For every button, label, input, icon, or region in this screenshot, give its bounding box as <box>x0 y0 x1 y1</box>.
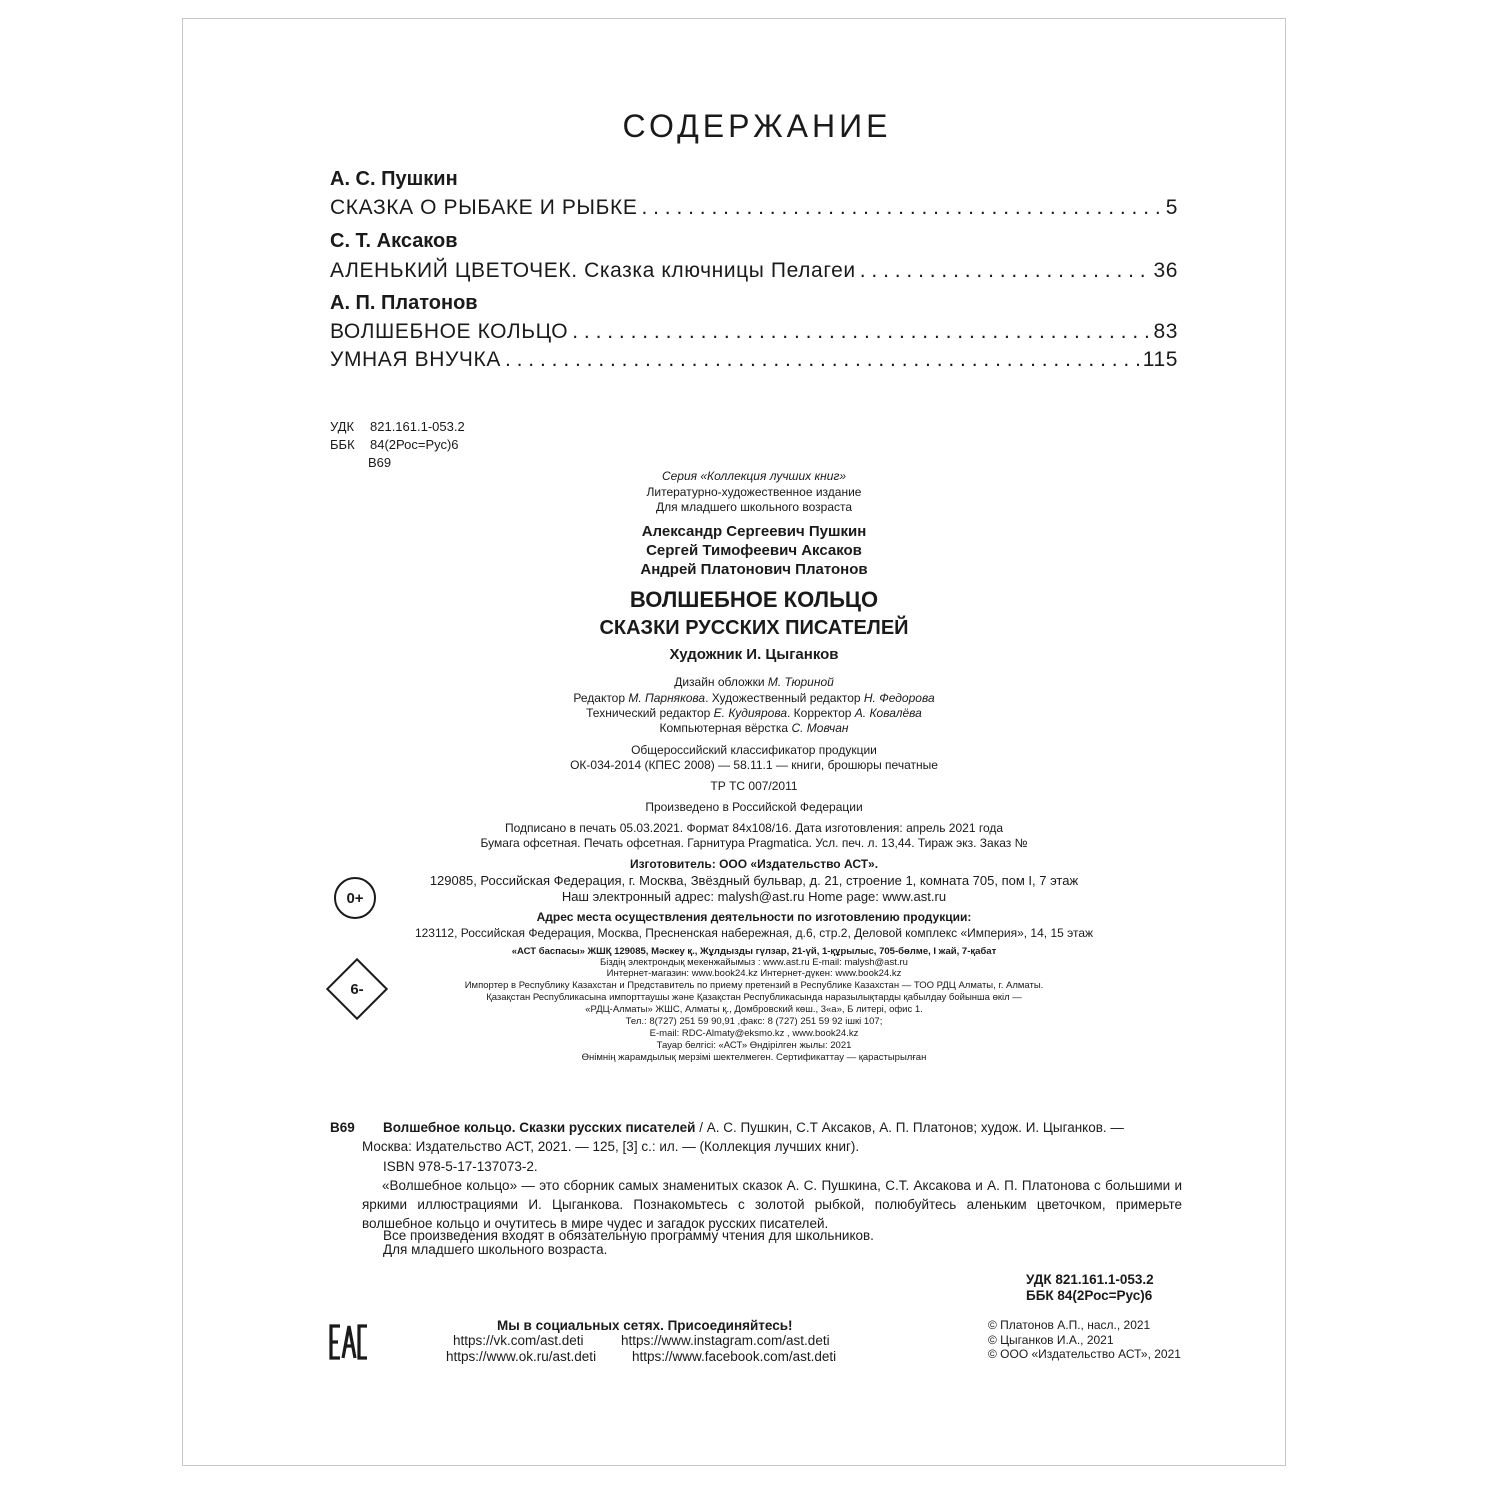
classification-top <box>330 418 465 472</box>
toc-entry[interactable] <box>330 320 1178 344</box>
annotation-text: Все произведения входят в обязательную программу чтения для школьников. <box>383 1228 874 1243</box>
author-code: В69 <box>368 455 392 470</box>
age-rating-label: 6- <box>350 980 364 998</box>
author-name: Александр Сергеевич Пушкин <box>641 523 867 540</box>
kz-line: Біздің электрондық мекенжайымыз : www.ast.ru E-mail: malysh@ast.ru <box>600 957 908 968</box>
toc-entry-page: 5 <box>1165 196 1178 219</box>
produced-line: Произведено в Российской Федерации <box>645 800 863 814</box>
toc-entry-title: СКАЗКА О РЫБАКЕ И РЫБКЕ <box>330 196 638 219</box>
kz-line: Өнімнің жарамдылық мерзімі шектелмеген. Сертификаттау — қарастырылған <box>581 1052 927 1063</box>
eac-mark-icon <box>328 1322 370 1362</box>
toc-entry-title: УМНАЯ ВНУЧКА <box>330 348 501 371</box>
annotation-text: Для младшего школьного возраста. <box>383 1242 608 1257</box>
copyright-line: © Платонов А.П., насл., 2021 <box>988 1318 1151 1332</box>
classifier-line: ОК-034-2014 (КПЕС 2008) — 58.11.1 — книги, брошюры печатные <box>570 758 938 772</box>
credit-line: Дизайн обложки М. Тюриной <box>674 675 834 689</box>
kz-line: E-mail: RDC-Almaty@eksmo.kz , www.book24.kz <box>649 1028 859 1039</box>
tr-ts-line: ТР ТС 007/2011 <box>710 779 798 793</box>
activity-title: Адрес места осуществления деятельности по изготовлению продукции: <box>536 910 972 924</box>
social-link-instagram[interactable]: https://www.instagram.com/ast.deti <box>621 1333 830 1348</box>
address-line: 129085, Российская Федерация, г. Москва, Звёздный бульвар, д. 21, строение 1, комната 705, пом I, 7 этаж <box>429 873 1079 888</box>
isbn-line: ISBN 978-5-17-137073-2. <box>383 1159 538 1174</box>
signed-line: Подписано в печать 05.03.2021. Формат 84x108/16. Дата изготовления: апрель 2021 года <box>504 821 1004 835</box>
copyright-line: © Цыганков И.А., 2021 <box>988 1333 1114 1347</box>
toc-entry[interactable] <box>330 348 1178 372</box>
social-title: Мы в социальных сетях. Присоединяйтесь! <box>497 1318 793 1333</box>
activity-address: 123112, Российская Федерация, Москва, Пресненская набережная, д.6, стр.2, Деловой комплекс «Империя», 14, 15 этаж <box>414 926 1094 940</box>
toc-leader-dots <box>572 320 1149 344</box>
copyright-line: © ООО «Издательство АСТ», 2021 <box>988 1347 1181 1361</box>
book-title: ВОЛШЕБНОЕ КОЛЬЦО <box>629 587 879 612</box>
catalog-code: В69 <box>330 1120 355 1135</box>
toc-entry-title: АЛЕНЬКИЙ ЦВЕТОЧЕК. Сказка ключницы Пелагеи <box>330 259 856 282</box>
toc-entry[interactable] <box>330 196 1178 220</box>
bbk-value: 84(2Рос=Рус)6 <box>370 437 459 452</box>
udk-bottom: УДК 821.161.1-053.2 <box>1026 1272 1154 1287</box>
kz-line: Интернет-магазин: www.book24.kz Интернет-дүкен: www.book24.kz <box>606 968 902 979</box>
kz-line: «АСТ баспасы» ЖШҚ 129085, Мәскеу қ., Жұлдызды гүлзар, 21-үй, 1-құрылыс, 705-бөлме, I жай, 7-қабат <box>511 946 997 957</box>
paper-line: Бумага офсетная. Печать офсетная. Гарнитура Pragmatica. Усл. печ. л. 13,44. Тираж экз. Заказ № <box>480 836 1028 850</box>
annotation-text: «Волшебное кольцо» — это сборник самых знаменитых сказок А. С. Пушкина, С.Т. Аксакова и А. П. Платонова с большими и яркими иллюстрациями И. Цыганкова. Познакомьтесь с золотой рыбкой, полюбуйтесь аленьким цветочком, примерьте волшебное кольцо и очутитесь в мире чудес и загадок русских писателей. <box>362 1178 1182 1231</box>
manufacturer-line: Изготовитель: ООО «Издательство АСТ». <box>629 857 879 871</box>
credit-line: Технический редактор Е. Кудиярова. Корректор А. Ковалёва <box>586 706 922 720</box>
social-link-facebook[interactable]: https://www.facebook.com/ast.deti <box>632 1349 837 1364</box>
toc-entry-title: ВОЛШЕБНОЕ КОЛЬЦО <box>330 320 569 343</box>
social-link-vk[interactable]: https://vk.com/ast.deti <box>453 1333 584 1348</box>
catalog-title: Волшебное кольцо. Сказки русских писателей <box>383 1120 696 1135</box>
age-rating-badge: 0+ <box>334 877 376 919</box>
toc-leader-dots <box>505 348 1139 372</box>
social-link-ok[interactable]: https://www.ok.ru/ast.deti <box>446 1349 597 1364</box>
author-name: Андрей Платонович Платонов <box>640 561 868 578</box>
toc-author: А. С. Пушкин <box>330 168 458 190</box>
book-subtitle: СКАЗКИ РУССКИХ ПИСАТЕЛЕЙ <box>599 617 909 639</box>
toc-title: СОДЕРЖАНИЕ <box>622 108 892 144</box>
classifier-line: Общероссийский классификатор продукции <box>631 743 877 757</box>
web-line: Наш электронный адрес: malysh@ast.ru Home page: www.ast.ru <box>561 889 947 904</box>
svg-text:EAC: EAC <box>328 1322 331 1323</box>
udk-value: 821.161.1-053.2 <box>370 419 465 434</box>
toc-leader-dots <box>860 259 1150 283</box>
credit-line: Редактор М. Парнякова. Художественный редактор Н. Федорова <box>573 691 935 705</box>
kz-line: Импортер в Республику Казахстан и Представитель по приему претензий в Республике Казахстан — ТОО РДЦ Алматы, г. Алматы. <box>464 980 1044 991</box>
bbk-label: ББК <box>330 437 355 452</box>
illustrator-line: Художник И. Цыганков <box>669 646 839 663</box>
catalog-title-rest: / А. С. Пушкин, С.Т Аксаков, А. П. Платонов; худож. И. Цыганков. — <box>695 1120 1124 1135</box>
genre-line: Литературно-художественное издание <box>646 485 862 499</box>
kz-line: Қазақстан Республикасына импорттаушы және Қазақстан Республикасында наразылықтарды қабылдау бойынша өкіл — <box>486 992 1022 1003</box>
toc-entry-page: 83 <box>1153 320 1178 343</box>
kz-line: «РДЦ-Алматы» ЖШС, Алматы қ., Домбровский көш., 3«а», Б литері, офис 1. <box>585 1004 923 1015</box>
bbk-bottom: ББК 84(2Рос=Рус)6 <box>1026 1288 1153 1303</box>
toc-author: А. П. Платонов <box>330 292 478 314</box>
credit-line: Компьютерная вёрстка С. Мовчан <box>659 721 849 735</box>
author-name: Сергей Тимофеевич Аксаков <box>646 542 862 559</box>
toc-author: С. Т. Аксаков <box>330 230 458 252</box>
series-line: Серия «Коллекция лучших книг» <box>661 469 847 483</box>
toc-entry-page: 115 <box>1142 348 1178 371</box>
audience-line: Для младшего школьного возраста <box>655 500 853 514</box>
udk-label: УДК <box>330 419 355 434</box>
kz-line: Тауар белгісі: «АСТ» Өндірілген жылы: 2021 <box>656 1040 852 1051</box>
catalog-title-line <box>383 1118 1124 1137</box>
toc-entry[interactable] <box>330 259 1178 283</box>
toc-leader-dots <box>641 196 1161 220</box>
kz-line: Тел.: 8(727) 251 59 90,91 ,факс: 8 (727) 251 59 92 ішкі 107; <box>625 1016 883 1027</box>
toc-entry-page: 36 <box>1153 259 1178 282</box>
catalog-line: Москва: Издательство АСТ, 2021. — 125, [3] с.: ил. — (Коллекция лучших книг). <box>362 1139 860 1154</box>
